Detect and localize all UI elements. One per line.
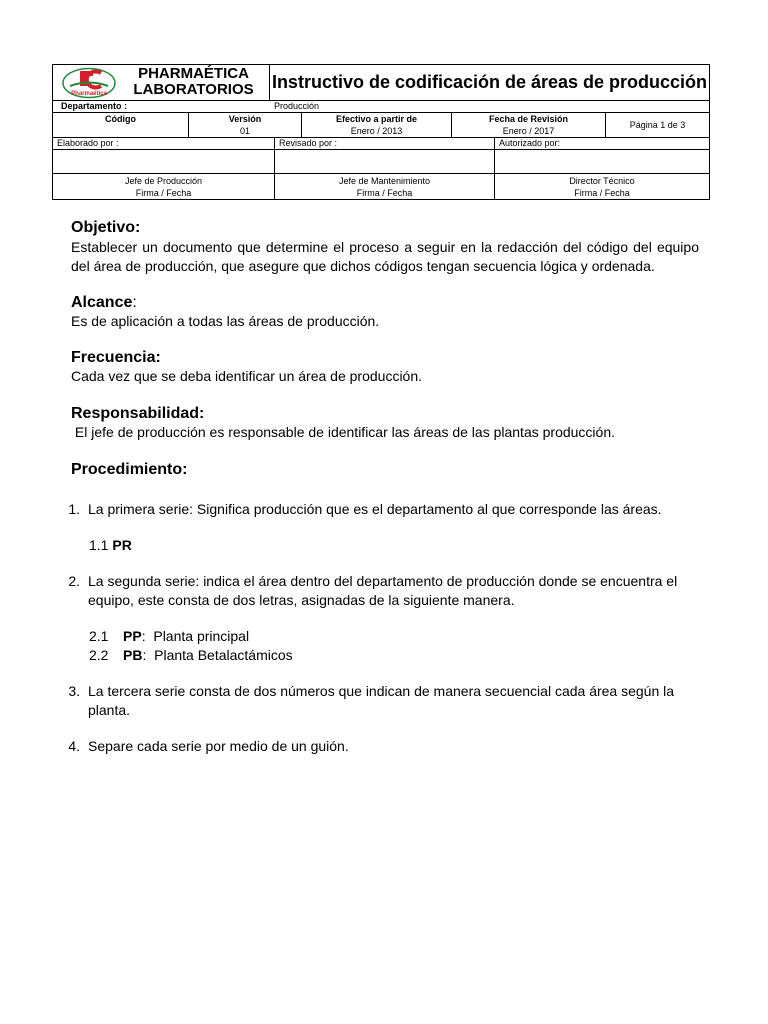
- substep-number: 2.1: [89, 628, 109, 644]
- substep-code: PB: [123, 647, 143, 663]
- substep-text: : Planta principal: [141, 628, 250, 644]
- substep-number: 1.1: [89, 537, 109, 553]
- elaborado-label: Elaborado por :: [53, 138, 275, 149]
- step-number: 1.: [68, 501, 80, 517]
- revision-cell: [452, 113, 606, 137]
- alcance-text: Es de aplicación a todas las áreas de producción.: [71, 313, 380, 329]
- procedure-step-1: [44, 500, 699, 519]
- elaborado-signature-space: [53, 150, 275, 173]
- efectivo-value: Enero / 2013: [350, 126, 403, 136]
- signature-role: Jefe de Mantenimiento: [338, 175, 431, 186]
- step-text: Separe cada serie por medio de un guión.: [88, 738, 349, 754]
- procedimiento-heading: Procedimiento:: [71, 461, 188, 478]
- substep-2-1: [44, 627, 699, 646]
- revision-value: Enero / 2017: [502, 126, 555, 136]
- frecuencia-heading: Frecuencia:: [71, 349, 161, 366]
- signature-role: Director Técnico: [569, 175, 635, 186]
- step-text: La tercera serie consta de dos números que indican de manera secuencial cada área según la planta.: [88, 683, 675, 718]
- step-number: 3.: [68, 683, 80, 699]
- signature-role: Jefe de Producción: [124, 175, 203, 186]
- substep-code: PP: [123, 628, 142, 644]
- department-row: [53, 101, 709, 113]
- page-number-cell: [606, 113, 709, 137]
- signatures-label-row: [53, 138, 709, 150]
- substep-code: PR: [112, 537, 132, 553]
- frecuencia-text: Cada vez que se deba identificar un área de producción.: [71, 368, 423, 384]
- autorizado-signature-space: [495, 150, 709, 173]
- alcance-heading-colon: :: [132, 294, 137, 311]
- company-name-line1: PHARMAÉTICA: [138, 65, 249, 82]
- responsabilidad-text: El jefe de producción es responsable de identificar las áreas de las plantas producción.: [71, 424, 615, 440]
- procedure-step-2: [44, 572, 699, 610]
- document-body: [68, 218, 699, 756]
- codigo-label: Código: [105, 114, 136, 124]
- alcance-heading-text: Alcance: [71, 294, 133, 311]
- version-value: 01: [239, 126, 250, 136]
- company-name: [117, 66, 270, 98]
- signature-jefe-produccion: [53, 174, 275, 199]
- signatures-blank-row: [53, 150, 709, 174]
- company-name-line2: LABORATORIOS: [133, 81, 254, 98]
- autorizado-label: Autorizado por:: [499, 138, 561, 148]
- company-logo: [61, 67, 117, 99]
- document-title: Instructivo de codificación de áreas de producción: [271, 72, 708, 92]
- signature-jefe-mantenimiento: [275, 174, 495, 199]
- step-text: La primera serie: Significa producción que es el departamento al que corresponde las áreas.: [88, 501, 662, 517]
- efectivo-label: Efectivo a partir de: [335, 114, 418, 124]
- version-label: Versión: [228, 114, 262, 124]
- department-value: Producción: [274, 101, 320, 111]
- version-cell: [189, 113, 302, 137]
- objetivo-text: Establecer un documento que determine el proceso a seguir en la redacción del código del equipo del área de producción, que asegure que dichos códigos tengan secuencia lógica y ordenada.: [71, 239, 699, 274]
- department-label: Departamento :: [61, 101, 128, 111]
- procedure-list: [68, 500, 699, 756]
- procedure-step-4: [44, 737, 699, 756]
- step-number: 4.: [68, 738, 80, 754]
- substep-1-1: [44, 536, 699, 555]
- alcance-heading: [71, 293, 699, 312]
- revisado-signature-space: [275, 150, 495, 173]
- substep-number: 2.2: [89, 647, 109, 663]
- signatures-role-row: [53, 174, 709, 199]
- document-control-row: [53, 113, 709, 138]
- logo-wordmark: Pharmaética: [71, 91, 107, 97]
- signature-caption: Firma / Fecha: [135, 187, 192, 198]
- responsabilidad-heading: Responsabilidad:: [71, 405, 205, 422]
- revisado-label: Revisado por :: [275, 138, 495, 149]
- codigo-cell: [53, 113, 189, 137]
- signature-director-tecnico: [495, 174, 709, 199]
- objetivo-heading: Objetivo:: [71, 219, 141, 236]
- signature-caption: Firma / Fecha: [356, 187, 413, 198]
- substep-text: : Planta Betalactámicos: [142, 647, 293, 663]
- signature-caption: Firma / Fecha: [574, 187, 630, 198]
- step-text: La segunda serie: indica el área dentro del departamento de producción donde se encuentra el equipo, este consta de dos letras, asignadas de la siguiente manera.: [88, 573, 678, 608]
- page-number: Página 1 de 3: [629, 120, 686, 130]
- step-number: 2.: [68, 573, 80, 589]
- header-title-row: [53, 65, 709, 101]
- procedure-step-3: [44, 682, 699, 720]
- efectivo-cell: [302, 113, 452, 137]
- document-header-table: [52, 64, 710, 200]
- company-cell: [53, 65, 270, 100]
- revision-label: Fecha de Revisión: [488, 114, 569, 124]
- substep-2-2: [44, 646, 699, 665]
